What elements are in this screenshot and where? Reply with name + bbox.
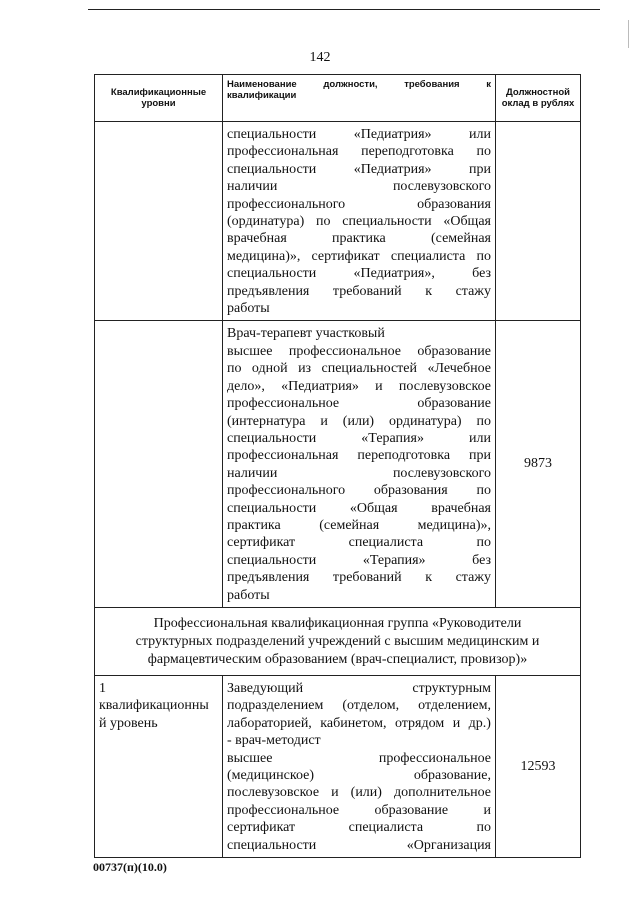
requirements-cell (223, 321, 496, 608)
text-line: профессиональное образование и (227, 802, 491, 818)
text-line: дело», «Педиатрия» и послевузовское (227, 378, 491, 394)
salary-cell: 12593 (496, 675, 581, 857)
header-word: должности, (323, 79, 378, 90)
text-line: - врач-методист (227, 733, 321, 749)
text-line: профессионального образования (227, 196, 491, 212)
text-line: (интернатура и (или) ординатура) по (227, 413, 491, 429)
text-line: медицина)», сертификат специалиста по (227, 248, 491, 264)
edge-mark (628, 20, 629, 48)
text-line: профессиональная переподготовка при (227, 448, 491, 464)
text-line: (ординатура) по специальности «Общая (227, 214, 491, 230)
text-line: профессионального образования по (227, 483, 491, 499)
page-number: 142 (309, 50, 331, 65)
level-line: 1 (99, 680, 106, 696)
level-cell-empty (95, 321, 223, 608)
text-line: специальности «Терапия» или (227, 430, 491, 446)
requirements-cell (223, 675, 496, 857)
text-line: специальности «Педиатрия» или (227, 127, 491, 142)
level-line: й уровень (99, 715, 158, 731)
group-title-line: фармацевтическим образованием (врач-специалист, провизор)» (147, 651, 528, 667)
salary-cell (496, 122, 581, 321)
level-cell (95, 675, 223, 857)
header-position-requirements: Наименование должности, требования к квалификации (223, 75, 496, 122)
header-word: Наименование (227, 79, 297, 90)
text-line: врачебная практика (семейная (227, 231, 491, 247)
text-line: наличии послевузовского (227, 179, 491, 195)
text-line: специальности «Терапия» без (227, 552, 491, 568)
group-title-row (95, 607, 581, 675)
text-line: по одной из специальностей «Лечебное (227, 361, 491, 377)
text-line: предъявления требований к стажу (227, 283, 491, 299)
table-header-row (95, 75, 581, 122)
text-line: специальности «Общая врачебная (227, 500, 491, 516)
header-word: к (486, 79, 491, 90)
text-line: профессиональная переподготовка по (227, 144, 491, 160)
requirements-cell (223, 122, 496, 321)
text-line: сертификат специалиста по (227, 820, 491, 836)
text-line: высшее профессиональное (227, 750, 491, 766)
table-row (95, 122, 581, 321)
level-line: квалификационны (99, 698, 209, 714)
text-line: послевузовское и (или) дополнительное (227, 785, 491, 801)
document-code: 00737(п)(10.0) (93, 860, 167, 874)
text-line: лабораторией, кабинетом, отрядом и др.) (227, 715, 491, 731)
text-line: подразделением (отделом, отделением, (227, 698, 491, 714)
group-title-line: Профессиональная квалификационная группа «Руководители (153, 615, 522, 631)
qualification-table (94, 74, 581, 858)
text-line: Врач-терапевт участковый (227, 326, 385, 342)
header-salary: Должностной оклад в рублях (496, 75, 581, 122)
text-line: профессиональное образование (227, 396, 491, 412)
top-rule (88, 9, 600, 10)
text-line: специальности «Организация (227, 837, 491, 853)
text-line: работы (227, 301, 270, 317)
text-line: специальности «Педиатрия» при (227, 161, 491, 177)
table-row (95, 675, 581, 857)
text-line: работы (227, 587, 270, 603)
text-line: (медицинское) образование, (227, 768, 491, 783)
text-line: предъявления требований к стажу (227, 570, 491, 586)
text-line: наличии послевузовского (227, 465, 491, 481)
text-line: высшее профессиональное образование (227, 343, 491, 359)
text-line: Заведующий структурным (227, 680, 491, 696)
text-line: сертификат специалиста по (227, 535, 491, 551)
group-title-line: структурных подразделений учреждений с высшим медицинским и (135, 633, 540, 649)
header-word: требования (404, 79, 460, 90)
group-title (95, 607, 581, 675)
text-line: практика (семейная медицина)», (227, 517, 491, 533)
salary-cell: 9873 (496, 321, 581, 608)
text-line: специальности «Педиатрия», без (227, 266, 491, 282)
header-qualification-levels: Квалификационные уровни (95, 75, 223, 122)
table-row (95, 321, 581, 608)
level-cell-empty (95, 122, 223, 321)
